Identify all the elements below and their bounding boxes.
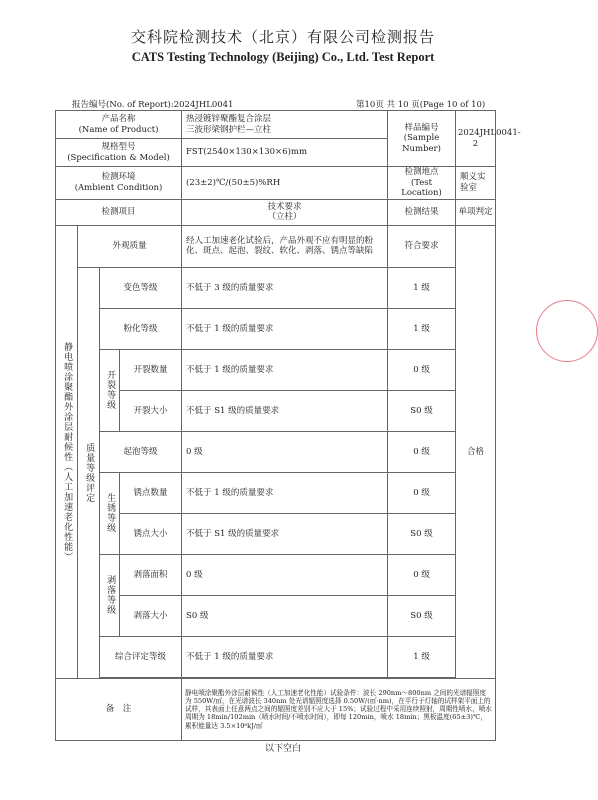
group-label: 静电喷涂聚酯外涂层耐候性（人工加速老化性能） [56, 225, 78, 678]
rust-group-label: 生锈等级 [100, 472, 120, 554]
col-header-item: 检测项目 [56, 199, 182, 225]
rust-count-result: 0 级 [388, 472, 456, 513]
blister-requirement: 0 级 [182, 431, 388, 472]
spec-value: FST(2540×130×130×6)mm [182, 139, 388, 167]
remark-text: 静电喷涂聚酯外涂层耐候性（人工加速老化性能）试验条件：波长 290nm～800nm 之间的光谱辐照度为 550W/㎡，在光谱波长 340nm 处光谱辐照度选择 0.50W/(㎡·nm)，在平行于灯轴的试样架平面上的试样，其表面上任意两点之间的辐照度差别不应大于 15%；试验过程中采用连续照射，周期性喷水，喷水周期为 18min/102min（喷水时间/不喷水时间），即每 120min，喷水 18min；黑板温度(65±3)℃，累积能量达 3.5×10⁶kJ/㎡ [182, 678, 496, 740]
end-of-report-note: 以下空白 [264, 744, 301, 754]
peel-size-requirement: S0 级 [182, 595, 388, 636]
crack-count-result: 0 级 [388, 349, 456, 390]
blister-result: 0 级 [388, 431, 456, 472]
rust-count-name: 锈点数量 [120, 472, 182, 513]
location-value: 顺义实验室 [456, 167, 496, 200]
product-value: 热浸镀锌聚酯复合涂层 三波形梁钢护栏—立柱 [182, 111, 388, 139]
rust-size-result: S0 级 [388, 513, 456, 554]
official-seal-stamp [536, 300, 598, 362]
report-title-en: CATS Testing Technology (Beijing) Co., Ltd. Test Report [131, 50, 435, 64]
blister-name: 起泡等级 [100, 431, 182, 472]
crack-size-requirement: 不低于 S1 级的质量要求 [182, 390, 388, 431]
overall-grade-result: 1 级 [388, 636, 456, 677]
appearance-requirement: 经人工加速老化试验后，产品外观不应有明显的粉化、斑点、起泡、裂纹、软化、剥落、锈点等缺陷 [182, 225, 388, 267]
discolor-name: 变色等级 [100, 267, 182, 308]
col-header-requirement: 技术要求 （立柱） [182, 199, 388, 225]
location-label: 检测地点 (Test Location) [388, 167, 456, 200]
peel-size-name: 剥落大小 [120, 595, 182, 636]
spec-label: 规格型号 (Specification & Model) [56, 139, 182, 167]
appearance-result: 符合要求 [388, 225, 456, 267]
peel-area-result: 0 级 [388, 554, 456, 595]
overall-judgment: 合格 [456, 225, 496, 678]
sample-number-value: 2024JHL0041-2 [456, 111, 496, 167]
chalk-result: 1 级 [388, 308, 456, 349]
report-title-cn: 交科院检测技术（北京）有限公司检测报告 [130, 28, 435, 46]
appearance-name: 外观质量 [78, 225, 182, 267]
crack-size-name: 开裂大小 [120, 390, 182, 431]
discolor-result: 1 级 [388, 267, 456, 308]
overall-grade-requirement: 不低于 1 级的质量要求 [182, 636, 388, 677]
chalk-name: 粉化等级 [100, 308, 182, 349]
rust-count-requirement: 不低于 1 级的质量要求 [182, 472, 388, 513]
product-label: 产品名称 (Name of Product) [56, 111, 182, 139]
peel-area-requirement: 0 级 [182, 554, 388, 595]
rust-size-name: 锈点大小 [120, 513, 182, 554]
overall-grade-name: 综合评定等级 [100, 636, 182, 677]
peel-group-label: 剥落等级 [100, 554, 120, 636]
ambient-label: 检测环境 (Ambient Condition) [56, 167, 182, 200]
discolor-requirement: 不低于 3 级的质量要求 [182, 267, 388, 308]
col-header-result: 检测结果 [388, 199, 456, 225]
chalk-requirement: 不低于 1 级的质量要求 [182, 308, 388, 349]
remark-label: 备 注 [56, 678, 182, 740]
test-result-table [55, 110, 521, 741]
crack-count-name: 开裂数量 [120, 349, 182, 390]
rust-size-requirement: 不低于 S1 级的质量要求 [182, 513, 388, 554]
col-header-judgment: 单项判定 [456, 199, 496, 225]
crack-size-result: S0 级 [388, 390, 456, 431]
page-info: 第10页 共 10 页(Page 10 of 10) [356, 100, 486, 110]
sample-number-label: 样品编号 (Sample Number) [388, 111, 456, 167]
crack-group-label: 开裂等级 [100, 349, 120, 431]
peel-area-name: 剥落面积 [120, 554, 182, 595]
ambient-value: (23±2)℃/(50±5)%RH [182, 167, 388, 200]
sub-group-label: 质量等级评定 [78, 267, 100, 678]
peel-size-result: S0 级 [388, 595, 456, 636]
report-number: 报告编号(No. of Report):2024JHL0041 [72, 100, 234, 110]
crack-count-requirement: 不低于 1 级的质量要求 [182, 349, 388, 390]
